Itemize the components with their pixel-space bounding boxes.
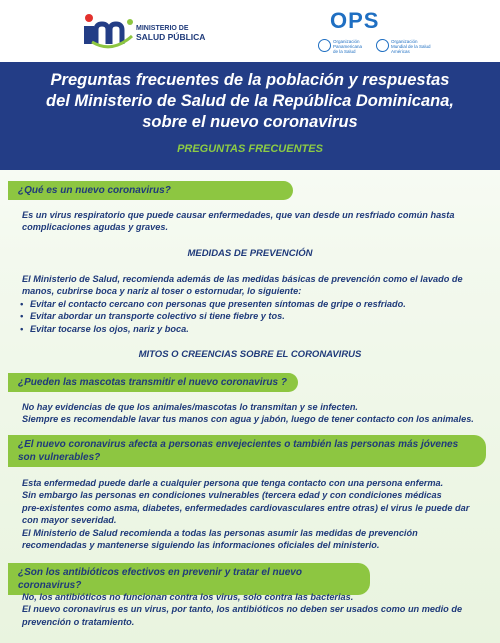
who-globe-icon (376, 39, 389, 52)
answer-4 (22, 591, 492, 628)
question-3-line-1: ¿El nuevo coronavirus afecta a personas envejecientes o también las personas más jóvenes (18, 439, 459, 450)
ops-wordmark: OPS (330, 8, 380, 33)
msp-logo-text (136, 24, 205, 42)
ops-sub-left-2: Panamericana (333, 44, 363, 49)
answer-4-line-2: El nuevo coronavirus es un virus, por tanto, los antibióticos no deben ser usados como un medio de (22, 604, 463, 615)
myths-heading: MITOS O CREENCIAS SOBRE EL CORONAVIRUS (138, 349, 362, 360)
answer-4-line-1: No, los antibióticos no funcionan contra los virus, solo contra las bacterias. (22, 592, 354, 602)
answer-1 (22, 209, 492, 234)
msp-logo (80, 10, 230, 54)
ops-sub-right-1: Organización (391, 39, 418, 44)
prevention-heading: MEDIDAS DE PREVENCIÓN (187, 248, 313, 259)
question-bar-2 (8, 373, 298, 392)
answer-2-line-1: No hay evidencias de que los animales/mascotas lo transmitan y se infecten. (22, 402, 358, 412)
paho-globe-icon (318, 39, 331, 52)
answer-3-line-2: Sin embargo las personas en condiciones vulnerables (tercera edad y con condiciones médicas (22, 490, 442, 501)
title-line-3: sobre el nuevo coronavirus (142, 113, 358, 131)
answer-3-line-4: con mayor severidad. (22, 515, 117, 526)
msp-logo-mark (80, 12, 136, 52)
question-bar-1 (8, 181, 293, 200)
answer-3-line-6: recomendadas y mantenerse siguiendo las informaciones oficiales del ministerio. (22, 540, 380, 551)
prevention-bullet-1: • Evitar el contacto cercano con personas que presenten síntomas de gripe o resfriado. (22, 298, 492, 310)
ops-sub-left-3: de la Salud (333, 49, 356, 54)
answer-4-line-3: prevención o tratamiento. (22, 616, 135, 627)
answer-2 (22, 401, 492, 426)
prevention-intro-line-2: manos, cubrirse boca y nariz al toser o estornudar, lo siguiente: (22, 286, 302, 297)
logo-bar (0, 0, 500, 62)
prevention-bullet-2: • Evitar abordar un transporte colectivo si tiene fiebre y tos. (22, 310, 492, 322)
prevention-bullet-3: • Evitar tocarse los ojos, nariz y boca. (22, 323, 492, 335)
answer-3-line-1: Esta enfermedad puede darle a cualquier persona que tenga contacto con una persona enferma. (22, 478, 444, 488)
prevention-body (22, 273, 492, 335)
page-title (20, 70, 480, 133)
answer-3-line-3: pre-existentes como asma, diabetes, enfermedades cardiovasculares entre otras) el virus le puede dar (22, 502, 470, 513)
title-line-2: del Ministerio de Salud de la República Dominicana, (45, 92, 454, 110)
answer-1-line-2: complicaciones agudas y graves. (22, 222, 169, 233)
question-2: ¿Pueden las mascotas transmitir el nuevo coronavirus ? (18, 377, 287, 388)
ops-sub-right-2: Mundial de la Salud (391, 44, 431, 49)
answer-2-line-2: Siempre es recomendable lavar tus manos con agua y jabón, luego de tener contacto con los animales. (22, 414, 474, 425)
title-line-1: Preguntas frecuentes de la población y respuestas (50, 71, 450, 89)
ops-logo (318, 8, 438, 58)
header-banner (0, 62, 500, 170)
ops-sub-left-1: Organización (333, 39, 360, 44)
question-bar-3 (8, 435, 486, 467)
question-1: ¿Qué es un nuevo coronavirus? (18, 185, 171, 196)
question-4: ¿Son los antibióticos efectivos en prevenir y tratar el nuevo coronavirus? (18, 567, 302, 591)
question-3-line-2: son vulnerables? (18, 452, 101, 463)
answer-1-line-1: Es un virus respiratorio que puede causar enfermedades, que van desde un resfriado común hasta (22, 210, 455, 220)
ops-subtext (318, 38, 438, 56)
answer-3-line-5: El Ministerio de Salud recomienda a todas las personas asumir las medidas de prevención (22, 527, 418, 538)
page-subtitle: PREGUNTAS FRECUENTES (177, 143, 323, 155)
msp-line1: MINISTERIO DE (136, 25, 189, 32)
answer-3 (22, 477, 492, 551)
ops-sub-right-3: Américas (391, 49, 410, 54)
msp-line2: SALUD PÚBLICA (136, 32, 206, 42)
prevention-intro-line-1: El Ministerio de Salud, recomienda además de las medidas básicas de prevención como el lavado de (22, 274, 463, 284)
